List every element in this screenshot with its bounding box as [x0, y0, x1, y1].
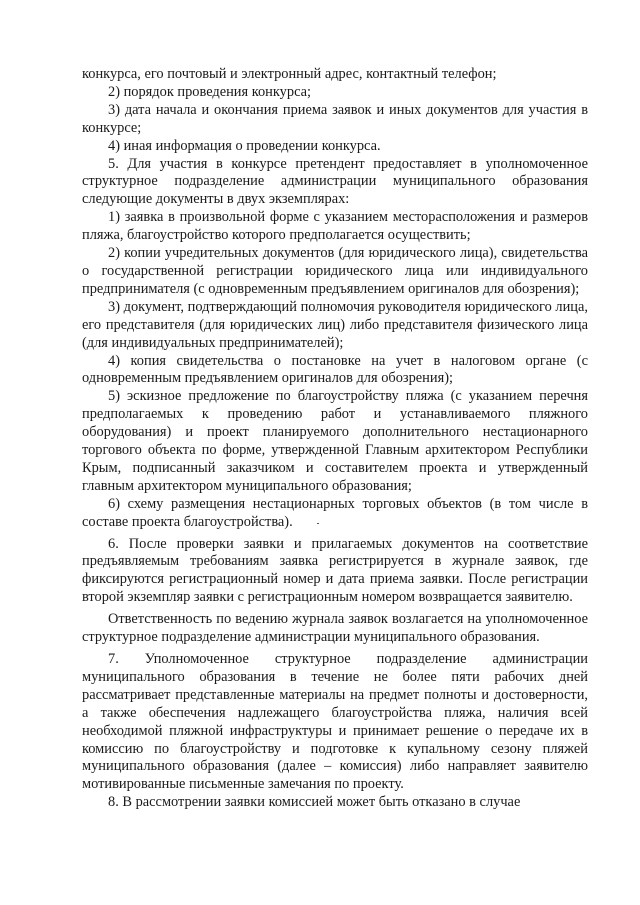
section-6: 6. После проверки заявки и прилагаемых документов на соответствие предъявляемым требованиям заявка регистрируется в журнале заявок, где фиксируются регистрационный номер и дата приема заявки. После регистрации второй экземпляр заявки с регистрационным номером возвращается заявителю. [82, 535, 588, 606]
document-page [82, 66, 588, 812]
section-5-item-4: 4) копия свидетельства о постановке на учет в налоговом органе (с одновременным предъявлением оригиналов для обозрения); [82, 352, 588, 387]
section-6-responsibility: Ответственность по ведению журнала заявок возлагается на уполномоченное структурное подразделение администрации муниципального образования. [82, 611, 588, 646]
list-item-2: 2) порядок проведения конкурса; [108, 83, 312, 100]
section-5: 5. Для участия в конкурсе претендент предоставляет в уполномоченное структурное подразделение администрации муниципального образования следующие документы в двух экземплярах: [82, 155, 588, 208]
paragraph-continuation: конкурса, его почтовый и электронный адрес, контактный телефон; [82, 66, 497, 82]
scan-speck [317, 523, 319, 524]
section-5-item-1: 1) заявка в произвольной форме с указанием месторасположения и размеров пляжа, благоустройство которого предполагается осуществить; [82, 209, 588, 244]
section-8: 8. В рассмотрении заявки комиссией может быть отказано в случае [108, 794, 521, 811]
section-7: 7. Уполномоченное структурное подразделение администрации муниципального образования в течение не более пяти рабочих дней рассматривает представленные материалы на предмет полноты и достоверности, а также обеспечения надлежащего благоустройства пляжа, наличия всей необходимой пляжной инфраструктуры и принимает решение о передаче их в комиссию по благоустройству и подготовке к купальному сезону пляжей муниципального образования (далее – комиссия) либо направляет заявителю мотивированные письменные замечания по проекту. [82, 651, 588, 793]
section-5-item-3: 3) документ, подтверждающий полномочия руководителя юридического лица, его представителя (для юридических лиц) либо представителя физического лица (для индивидуальных предпринимателей); [82, 298, 588, 351]
list-item-3: 3) дата начала и окончания приема заявок и иных документов для участия в конкурсе; [82, 101, 588, 136]
section-5-item-5: 5) эскизное предложение по благоустройству пляжа (с указанием перечня предполагаемых к проведению работ и устанавливаемого пляжного оборудования) и проект планируемого дополнительного нестационарного торгового объекта по форме, утвержденной Главным архитектором Республики Крым, подписанный заказчиком и составителем проекта и утвержденный главным архитектором муниципального образования; [82, 388, 588, 494]
section-5-item-6: 6) схему размещения нестационарных торговых объектов (в том числе в составе проекта благоустройства). [82, 495, 588, 530]
list-item-4: 4) иная информация о проведении конкурса. [108, 137, 381, 154]
section-5-item-2: 2) копии учредительных документов (для юридического лица), свидетельства о государственной регистрации юридического лица или индивидуального предпринимателя (с одновременным предъявлением оригиналов для обозрения); [82, 245, 588, 297]
